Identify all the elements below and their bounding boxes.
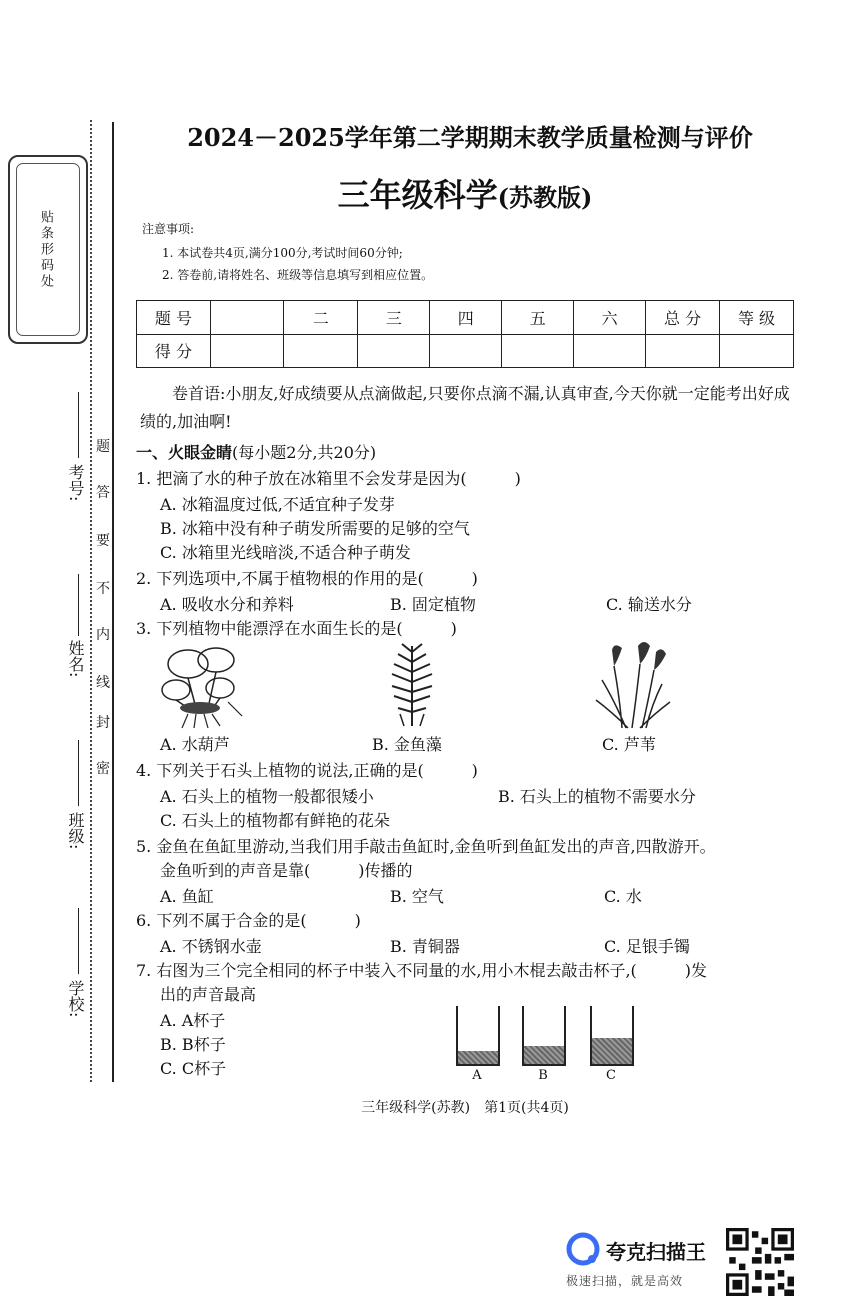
cup-a: [456, 1006, 500, 1066]
table-header-cell: 总 分: [646, 301, 720, 335]
exam-number-label: 考号:: [66, 464, 85, 502]
option[interactable]: B. 石头上的植物不需要水分: [498, 787, 696, 806]
school-field[interactable]: [78, 908, 79, 974]
option[interactable]: B. 金鱼藻: [372, 735, 442, 754]
cup-water: [592, 1038, 632, 1064]
score-cell[interactable]: [358, 334, 430, 368]
table-header-cell: 六: [574, 301, 646, 335]
school-label: 学校:: [66, 980, 85, 1018]
note-item: 1. 本试卷共4页,满分100分,考试时间60分钟;: [162, 246, 403, 260]
score-table: [136, 300, 794, 368]
seal-dotted-line: [90, 120, 92, 1082]
option[interactable]: B. 青铜器: [390, 937, 460, 956]
question-stem: 1. 把滴了水的种子放在冰箱里不会发芽是因为( ): [136, 469, 521, 488]
score-cell[interactable]: [574, 334, 646, 368]
cup-c: [590, 1006, 634, 1066]
question-stem: 3. 下列植物中能漂浮在水面生长的是( ): [136, 619, 457, 638]
seal-char: 不: [96, 581, 110, 597]
cup-water: [458, 1051, 498, 1064]
exam-number-field[interactable]: [78, 392, 79, 458]
seal-char: 内: [96, 627, 110, 643]
seal-solid-line: [112, 122, 114, 1082]
subject-title: [300, 170, 630, 216]
question-stem: 4. 下列关于石头上植物的说法,正确的是( ): [136, 761, 478, 780]
cup-label: B: [538, 1068, 548, 1083]
score-row-label: 得 分: [137, 334, 211, 368]
option[interactable]: C. 输送水分: [606, 595, 692, 614]
barcode-sticker-label: 贴条形码处: [38, 210, 53, 290]
cup-b: [522, 1006, 566, 1066]
class-label: 班级:: [66, 812, 85, 850]
question-stem: 5. 金鱼在鱼缸里游动,当我们用手敲击鱼缸时,金鱼听到鱼缸发出的声音,四散游开。: [136, 837, 716, 856]
option[interactable]: A. 不锈钢水壶: [160, 937, 262, 956]
reed-illustration: [592, 640, 672, 730]
option[interactable]: C. 冰箱里光线暗淡,不适合种子萌发: [160, 543, 411, 562]
notes-heading: 注意事项:: [142, 222, 195, 236]
score-cell[interactable]: [284, 334, 358, 368]
exam-title: 2024－2025学年第二学期期末教学质量检测与评价: [187, 123, 753, 152]
seal-char: 线: [96, 675, 110, 691]
score-cell[interactable]: [720, 334, 794, 368]
brand-slogan: 极速扫描，就是高效: [566, 1274, 684, 1288]
preface-text: 卷首语:小朋友,好成绩要从点滴做起,只要你点滴不漏,认真审查,今天你就一定能考出好成绩的,加油啊!: [140, 384, 790, 431]
option[interactable]: A. 石头上的植物一般都很矮小: [160, 787, 374, 806]
table-header-cell: 二: [284, 301, 358, 335]
edition-label: (苏教版): [497, 183, 593, 212]
class-field[interactable]: [78, 740, 79, 806]
option[interactable]: A. A杯子: [160, 1011, 226, 1030]
question-stem-continued: 出的声音最高: [160, 985, 257, 1004]
question-stem-continued: 金鱼听到的声音是靠( )传播的: [160, 861, 413, 880]
note-item: 2. 答卷前,请将姓名、班级等信息填写到相应位置。: [162, 268, 434, 282]
option[interactable]: A. 鱼缸: [160, 887, 214, 906]
option[interactable]: A. 吸收水分和养料: [160, 595, 294, 614]
name-label: 姓名:: [66, 640, 85, 678]
option[interactable]: C. 足银手镯: [604, 937, 690, 956]
section-name: 一、火眼金睛: [136, 443, 233, 462]
seal-char: 封: [96, 715, 110, 731]
seal-char: 要: [96, 533, 110, 549]
qr-code-icon: [726, 1228, 794, 1296]
option[interactable]: C. C杯子: [160, 1059, 227, 1078]
option[interactable]: C. 芦苇: [602, 735, 656, 754]
option[interactable]: A. 冰箱温度过低,不适宜种子发芽: [160, 495, 395, 514]
option[interactable]: B. 固定植物: [390, 595, 476, 614]
table-header-cell: 三: [358, 301, 430, 335]
option[interactable]: C. 水: [604, 887, 642, 906]
table-header-cell: 五: [502, 301, 574, 335]
option[interactable]: B. B杯子: [160, 1035, 226, 1054]
water-hyacinth-illustration: [158, 642, 248, 730]
score-cell[interactable]: [210, 334, 284, 368]
seal-char: 答: [96, 485, 110, 501]
section-points: (每小题2分,共20分): [232, 443, 377, 462]
hornwort-illustration: [380, 642, 444, 728]
table-header-cell: 等 级: [720, 301, 794, 335]
question-stem: 6. 下列不属于合金的是( ): [136, 911, 361, 930]
quark-logo-icon: [566, 1232, 600, 1266]
cup-water: [524, 1046, 564, 1064]
score-cell[interactable]: [646, 334, 720, 368]
subject-name: 三年级科学: [337, 176, 498, 214]
table-header-cell: 题 号: [137, 301, 211, 335]
option[interactable]: A. 水葫芦: [160, 735, 230, 754]
seal-char: 题: [96, 439, 110, 455]
table-header-cell: [210, 301, 284, 335]
page-footer: 三年级科学(苏教) 第1页(共4页): [361, 1100, 569, 1116]
question-stem: 7. 右图为三个完全相同的杯子中装入不同量的水,用小木棍去敲击杯子,( )发: [136, 961, 708, 980]
name-field[interactable]: [78, 574, 79, 636]
option[interactable]: C. 石头上的植物都有鲜艳的花朵: [160, 811, 390, 830]
option[interactable]: B. 冰箱中没有种子萌发所需要的足够的空气: [160, 519, 470, 538]
option[interactable]: B. 空气: [390, 887, 444, 906]
cup-label: C: [606, 1068, 616, 1083]
section-title: [136, 440, 376, 463]
question-stem: 2. 下列选项中,不属于植物根的作用的是( ): [136, 569, 478, 588]
seal-char: 密: [96, 761, 110, 777]
score-cell[interactable]: [502, 334, 574, 368]
brand-name: 夸克扫描王: [606, 1240, 706, 1264]
score-cell[interactable]: [430, 334, 502, 368]
table-header-cell: 四: [430, 301, 502, 335]
cup-label: A: [472, 1068, 482, 1083]
